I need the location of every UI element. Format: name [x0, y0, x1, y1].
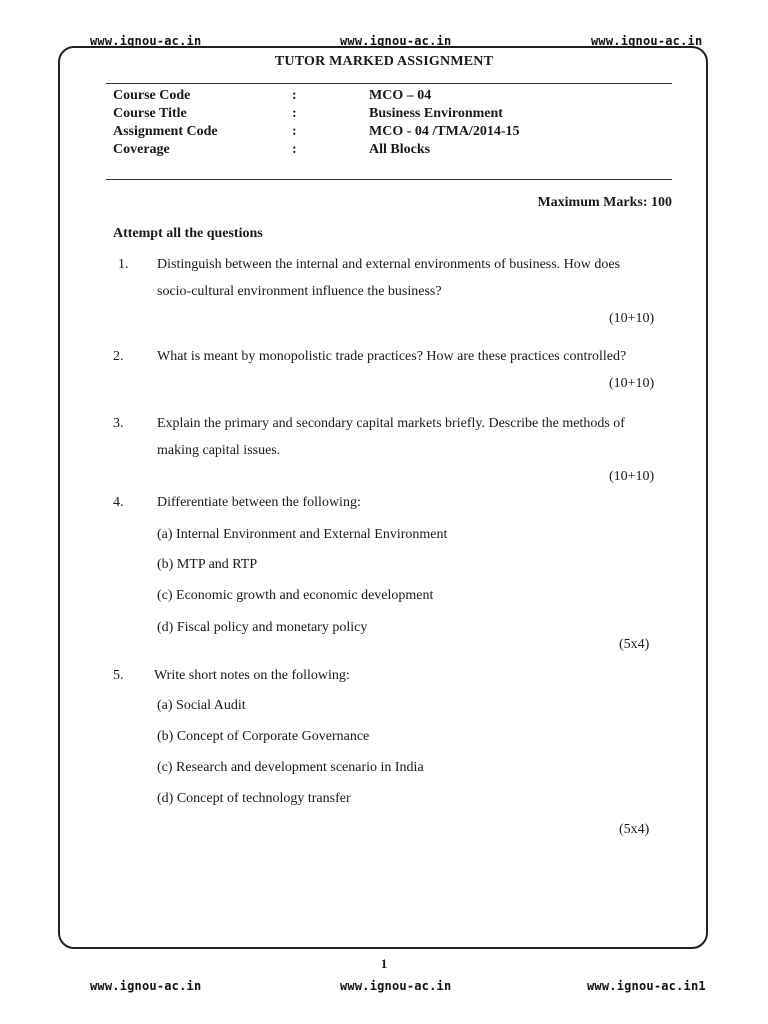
watermark-top-left: www.ignou-ac.in	[90, 34, 202, 48]
divider-top	[106, 83, 672, 84]
question-text: (a) Social Audit	[157, 698, 246, 713]
question-marks: (5x4)	[619, 822, 650, 837]
coverage-sep: :	[292, 142, 297, 157]
coverage-label: Coverage	[113, 142, 170, 157]
question-marks: (5x4)	[619, 637, 650, 652]
question-text: (d) Fiscal policy and monetary policy	[157, 620, 368, 635]
question-text: (a) Internal Environment and External Environment	[157, 527, 448, 542]
watermark-top-center: www.ignou-ac.in	[340, 34, 452, 48]
maximum-marks: Maximum Marks: 100	[537, 195, 672, 210]
question-text: Write short notes on the following:	[154, 668, 350, 683]
course-code-value: MCO – 04	[369, 88, 432, 103]
course-code-label: Course Code	[113, 88, 191, 103]
page-title: TUTOR MARKED ASSIGNMENT	[274, 54, 494, 69]
page-number: 1	[380, 956, 388, 971]
watermark-bottom-left: www.ignou-ac.in	[90, 979, 202, 993]
question-text: making capital issues.	[157, 443, 281, 458]
assignment-code-value: MCO - 04 /TMA/2014-15	[369, 124, 520, 139]
coverage-value: All Blocks	[369, 142, 431, 157]
question-number: 2.	[113, 349, 124, 364]
course-code-sep: :	[292, 88, 297, 103]
question-marks: (10+10)	[609, 469, 655, 484]
question-text: (d) Concept of technology transfer	[157, 791, 351, 806]
watermark-top-right: www.ignou-ac.in	[591, 34, 703, 48]
question-text: Explain the primary and secondary capital markets briefly. Describe the methods of	[157, 416, 625, 431]
question-text: socio-cultural environment influence the business?	[157, 284, 442, 299]
question-text: (c) Economic growth and economic development	[157, 588, 434, 603]
question-number: 5.	[113, 668, 124, 683]
question-number: 1.	[118, 257, 129, 272]
watermark-bottom-right: www.ignou-ac.in1	[587, 979, 706, 993]
assignment-code-sep: :	[292, 124, 297, 139]
question-marks: (10+10)	[609, 376, 655, 391]
question-number: 3.	[113, 416, 124, 431]
course-title-label: Course Title	[113, 106, 187, 121]
page-border	[58, 46, 708, 949]
assignment-code-label: Assignment Code	[113, 124, 218, 139]
divider-bottom	[106, 179, 672, 180]
question-text: Distinguish between the internal and external environments of business. How does	[157, 257, 621, 272]
question-number: 4.	[113, 495, 124, 510]
instruction: Attempt all the questions	[113, 226, 263, 241]
course-title-value: Business Environment	[369, 106, 503, 121]
course-title-sep: :	[292, 106, 297, 121]
question-text: (b) Concept of Corporate Governance	[157, 729, 370, 744]
question-text: What is meant by monopolistic trade practices? How are these practices controlled?	[157, 349, 627, 364]
question-text: (c) Research and development scenario in India	[157, 760, 424, 775]
question-marks: (10+10)	[609, 311, 655, 326]
question-text: (b) MTP and RTP	[157, 557, 258, 572]
question-text: Differentiate between the following:	[157, 495, 361, 510]
watermark-bottom-center: www.ignou-ac.in	[340, 979, 452, 993]
